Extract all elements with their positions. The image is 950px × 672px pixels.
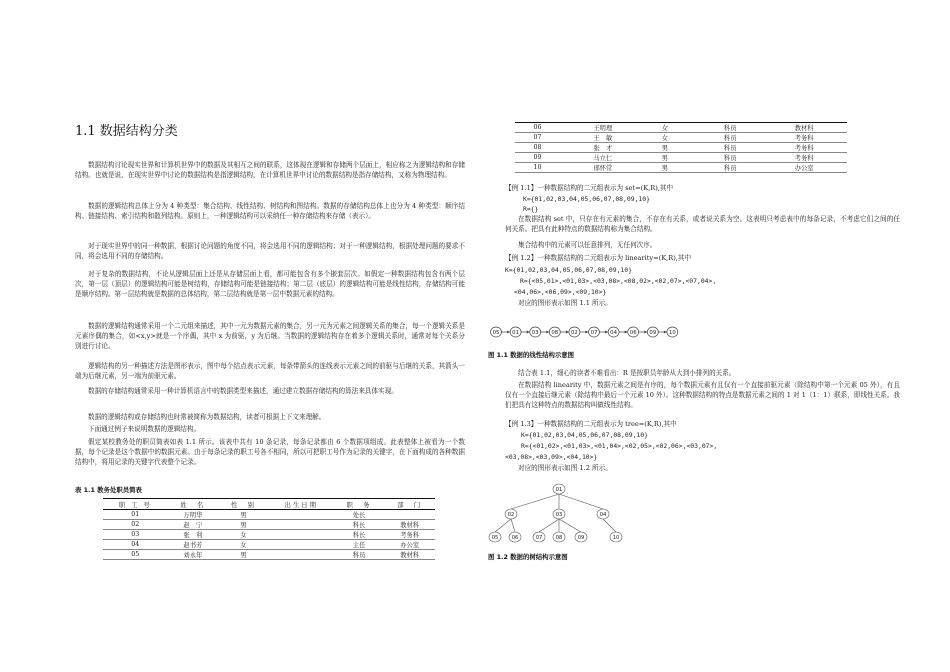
linear-node-label: 06 xyxy=(629,330,637,336)
table-cell: 考务科 xyxy=(384,530,435,540)
example-1-title: 【例 1.1】一种数据结构的二元组表示为 set=(K,R),其中 xyxy=(505,184,674,192)
arrow-head xyxy=(546,331,549,334)
table-cell xyxy=(269,550,334,560)
table-1-caption: 表 1.1 教务处职员简表 xyxy=(75,486,142,494)
example-1-desc: 在数据结构 set 中，只存在有元素的集合，不存在有关系，或者说关系为空。这表明只考虑表中的每条记录，不考虑它们之间的任何关系。把具有此种特点的数据结构称为集合结构。 xyxy=(505,215,900,234)
paragraph-6: 逻辑结构的另一种描述方法是图形表示，图中每个结点表示元素，每条带箭头的连线表示元素之间的前驱与后继的关系，其箭头一端为后继元素，另一端为前驱元素。 xyxy=(75,362,465,381)
table-cell: 马立仁 xyxy=(560,153,646,163)
table-cell: 科长 xyxy=(334,530,385,540)
table-cell: 男 xyxy=(646,143,685,153)
table-cell: 男 xyxy=(218,510,269,520)
table-row xyxy=(515,153,847,163)
tree-structure-figure xyxy=(486,482,636,546)
table-cell: 考务科 xyxy=(761,153,847,163)
figure-1-caption: 图 1.1 数据的线性结构示意图 xyxy=(488,351,575,359)
linear-node-label: 01 xyxy=(512,330,520,336)
example-2-desc: 结合表 1.1，细心的读者不难看出：R 是按职员年龄从大到小排列的关系。 xyxy=(518,369,736,377)
table-cell: 男 xyxy=(646,153,685,163)
tree-edge xyxy=(559,519,581,532)
paragraph-10: 假定某校教务处的职员简表如表 1.1 所示。该表中共有 10 条记录，每条记录都由 6 个数据项组成。此表整体上被看为一个数据，每个记录是这个数据中的数据元素。由于每条记录的职工号各不相同，所以可把职工号作为记录的关键字，在下面构成的各种数据结构中，将用记录的关键字代表整个记录。 xyxy=(75,438,465,467)
table-row xyxy=(103,540,435,550)
column-header: 部 门 xyxy=(384,499,435,510)
linear-node-label: 05 xyxy=(492,330,500,336)
table-cell xyxy=(684,143,699,153)
table-cell: 男 xyxy=(218,520,269,530)
linear-node-label: 07 xyxy=(590,330,598,336)
tree-node-label: 08 xyxy=(555,535,563,541)
arrow-head xyxy=(527,331,530,334)
tree-edge xyxy=(511,494,559,509)
table-cell: 赵书芳 xyxy=(168,540,219,550)
table-cell: 邢怀常 xyxy=(560,163,646,173)
arrow-head xyxy=(644,331,647,334)
example-1-k: K={01,02,03,04,05,06,07,08,09,10} xyxy=(523,195,650,203)
table-cell xyxy=(684,133,699,143)
column-header: 姓 名 xyxy=(168,499,219,510)
tree-edge xyxy=(495,519,511,532)
table-cell: 刘永年 xyxy=(168,550,219,560)
linear-node-label: 10 xyxy=(668,330,676,336)
table-cell: 万明华 xyxy=(168,510,219,520)
paragraph-1: 数据结构讨论现实世界和计算机世界中的数据及其相互之间的联系，这体现在逻辑和存储两个层面上，相应称之为逻辑结构和存储结构。也就是说，在现实世界中讨论的数据结构是指逻辑结构，在计算机世界中讨论的数据结构是指存储结构，又称为物理结构。 xyxy=(75,161,465,180)
table-cell: 张 才 xyxy=(560,143,646,153)
table-row xyxy=(515,163,847,173)
table-cell: 女 xyxy=(218,540,269,550)
tree-node-label: 02 xyxy=(507,512,515,518)
table-cell: 科员 xyxy=(699,153,761,163)
tree-node-label: 07 xyxy=(535,535,543,541)
paragraph-4: 对于复杂的数据结构，不论从逻辑层面上还是从存储层面上看，都可能包含有多个嵌套层次。如假定一种数据结构包含有两个层次，第一层（顶层）的逻辑结构可能是树结构，存储结构可能是链接结构；第二层（底层）的逻辑结构可能是线性结构，存储结构可能是顺序结构。第一层结构就是数据的总体结构，第二层结构就是第一层中数据元素的结构。 xyxy=(75,270,465,299)
figure-2-caption: 图 1.2 数据的树结构示意图 xyxy=(488,553,568,561)
table-cell: 男 xyxy=(646,163,685,173)
example-2-r2: <04,06>,<06,09>,<09,10>} xyxy=(514,288,607,296)
tree-edge xyxy=(559,494,603,509)
table-cell: 07 xyxy=(515,133,560,143)
table-cell: 科员 xyxy=(699,123,761,133)
linear-node-label: 04 xyxy=(610,330,618,336)
table-cell: 主任 xyxy=(334,540,385,550)
table-cell: 女 xyxy=(646,133,685,143)
example-3-figure-ref: 对应的图形表示如图 1.2 所示。 xyxy=(518,464,612,472)
linear-node-label: 09 xyxy=(649,330,657,336)
table-cell: 教材科 xyxy=(384,520,435,530)
table-cell: 男 xyxy=(218,550,269,560)
tree-node-label: 10 xyxy=(612,535,620,541)
table-cell: 03 xyxy=(103,530,168,540)
table-cell: 张 利 xyxy=(168,530,219,540)
section-heading: 1.1 数据结构分类 xyxy=(75,124,178,139)
example-2-k: K={01,02,03,04,05,06,07,08,09,10} xyxy=(505,266,632,274)
table-cell xyxy=(684,123,699,133)
paragraph-8: 数据的逻辑结构或存储结构也时常被简称为数据结构，读者可根据上下文来理解。 xyxy=(88,413,326,421)
table-cell xyxy=(269,540,334,550)
tree-node-label: 06 xyxy=(511,535,519,541)
table-cell: 女 xyxy=(646,123,685,133)
example-3-title: 【例 1.3】一种数据结构的二元组表示为 tree=(K,R),其中 xyxy=(505,420,677,428)
table-cell: 08 xyxy=(515,143,560,153)
table-cell: 考务科 xyxy=(761,143,847,153)
linear-node-label: 02 xyxy=(570,330,578,336)
paragraph-7: 数据的存储结构通常采用一种计算机语言中的数据类型来描述，通过建立数据存储结构的算法来具体实现。 xyxy=(88,387,398,395)
tree-node-label: 05 xyxy=(491,535,499,541)
example-3-k: K={01,02,03,04,05,06,07,08,09,10} xyxy=(521,431,648,439)
paragraph-9: 下面通过例子来说明数据的逻辑结构。 xyxy=(88,425,201,433)
table-cell xyxy=(684,153,699,163)
table-cell xyxy=(384,510,435,520)
table-cell: 赵 宁 xyxy=(168,520,219,530)
table-cell: 科员 xyxy=(699,133,761,143)
column-header: 出生日期 xyxy=(269,499,334,510)
table-cell: 办公室 xyxy=(761,163,847,173)
table-cell: 王 敏 xyxy=(560,133,646,143)
tree-node-label: 04 xyxy=(599,512,607,518)
table-row xyxy=(515,143,847,153)
table-cell xyxy=(269,510,334,520)
table-cell: 05 xyxy=(103,550,168,560)
paragraph-5: 数据的逻辑结构通常采用一个二元组来描述，其中一元为数据元素的集合，另一元为元素之间逻辑关系的集合，每一个逻辑关系是元素序偶的集合，如<x,y>就是一个序偶，其中 x 为前驱，y 为后继。当数据的逻辑结构存在着多个逻辑关系时，通常对每个关系分别进行讨论。 xyxy=(75,322,465,351)
table-cell xyxy=(269,520,334,530)
table-cell: 科员 xyxy=(699,143,761,153)
table-cell: 教材科 xyxy=(384,550,435,560)
table-cell: 10 xyxy=(515,163,560,173)
table-cell: 处长 xyxy=(334,510,385,520)
table-cell: 科员 xyxy=(699,163,761,173)
linear-node-label: 03 xyxy=(531,330,539,336)
column-header: 性 别 xyxy=(218,499,269,510)
arrow-head xyxy=(586,331,589,334)
table-cell: 王明理 xyxy=(560,123,646,133)
table-cell xyxy=(684,163,699,173)
table-cell: 科长 xyxy=(334,520,385,530)
staff-table-part-1 xyxy=(103,498,435,560)
table-row xyxy=(515,133,847,143)
linear-node-label: 08 xyxy=(551,330,559,336)
table-row xyxy=(103,520,435,530)
example-2-r1: R={<05,01>,<01,03>,<03,08>,<08,02>,<02,07>,<07,04>, xyxy=(520,277,717,285)
tree-edge xyxy=(511,519,515,532)
example-1-desc-2: 集合结构中的元素可以任意排列，无任何次序。 xyxy=(518,241,657,249)
tree-edge xyxy=(539,519,559,532)
table-cell: 考务科 xyxy=(761,133,847,143)
table-cell xyxy=(269,530,334,540)
tree-node-label: 03 xyxy=(555,512,563,518)
tree-node-label: 09 xyxy=(577,535,585,541)
paragraph-2: 数据的逻辑结构总体上分为 4 种类型：集合结构、线性结构、树结构和图结构。数据的存储结构总体上也分为 4 种类型：顺序结构、链接结构、索引结构和散列结构。原则上，一种逻辑结构可以采纳任一种存储结构来存储（表示）。 xyxy=(75,202,465,221)
linear-structure-figure xyxy=(488,320,688,346)
column-header: 职 工 号 xyxy=(103,499,168,510)
tree-edge xyxy=(603,519,616,532)
example-2-desc-2: 在数据结构 linearity 中，数据元素之间是有序的，每个数据元素有且仅有一个直接前驱元素（除结构中第一个元素 05 外），有且仅有一个直接后继元素（除结构中最后一个元素 10 外）。这种数据结构的特点是数据元素之间的 1 对 1（1：1）联系，即线性关系。我们把具有这种特点的数据结构叫做线性结构。 xyxy=(505,381,901,410)
table-cell: 教材科 xyxy=(761,123,847,133)
table-cell: 02 xyxy=(103,520,168,530)
table-row xyxy=(103,510,435,520)
tree-node-label: 01 xyxy=(555,487,563,493)
example-2-title: 【例 1.2】一种数据结构的二元组表示为 linearity=(K,R),其中 xyxy=(505,254,692,262)
staff-table-part-2 xyxy=(515,122,847,173)
table-row xyxy=(103,550,435,560)
example-3-r1: R={<01,02>,<01,03>,<01,04>,<02,05>,<02,06>,<03,07>, xyxy=(521,442,718,450)
paragraph-3: 对于现实世界中的同一种数据，根据讨论问题的角度不同，将会选用不同的逻辑结构；对于一种逻辑结构，根据处理问题的要求不同，将会选用不同的存储结构。 xyxy=(75,242,465,261)
table-row xyxy=(515,123,847,133)
example-2-figure-ref: 对应的图形表示如图 1.1 所示。 xyxy=(518,299,612,307)
table-cell: 06 xyxy=(515,123,560,133)
arrow-head xyxy=(625,331,628,334)
arrow-head xyxy=(566,331,569,334)
arrow-head xyxy=(664,331,667,334)
column-header: 职 务 xyxy=(334,499,385,510)
table-cell: 女 xyxy=(218,530,269,540)
arrow-head xyxy=(605,331,608,334)
example-3-r2: <03,08>,<03,09>,<04,10>} xyxy=(505,453,598,461)
table-cell: 04 xyxy=(103,540,168,550)
table-row xyxy=(103,530,435,540)
example-1-r: R={} xyxy=(523,205,539,213)
table-cell: 09 xyxy=(515,153,560,163)
table-cell: 办公室 xyxy=(384,540,435,550)
table-cell: 01 xyxy=(103,510,168,520)
table-cell: 科员 xyxy=(334,550,385,560)
arrow-head xyxy=(507,331,510,334)
